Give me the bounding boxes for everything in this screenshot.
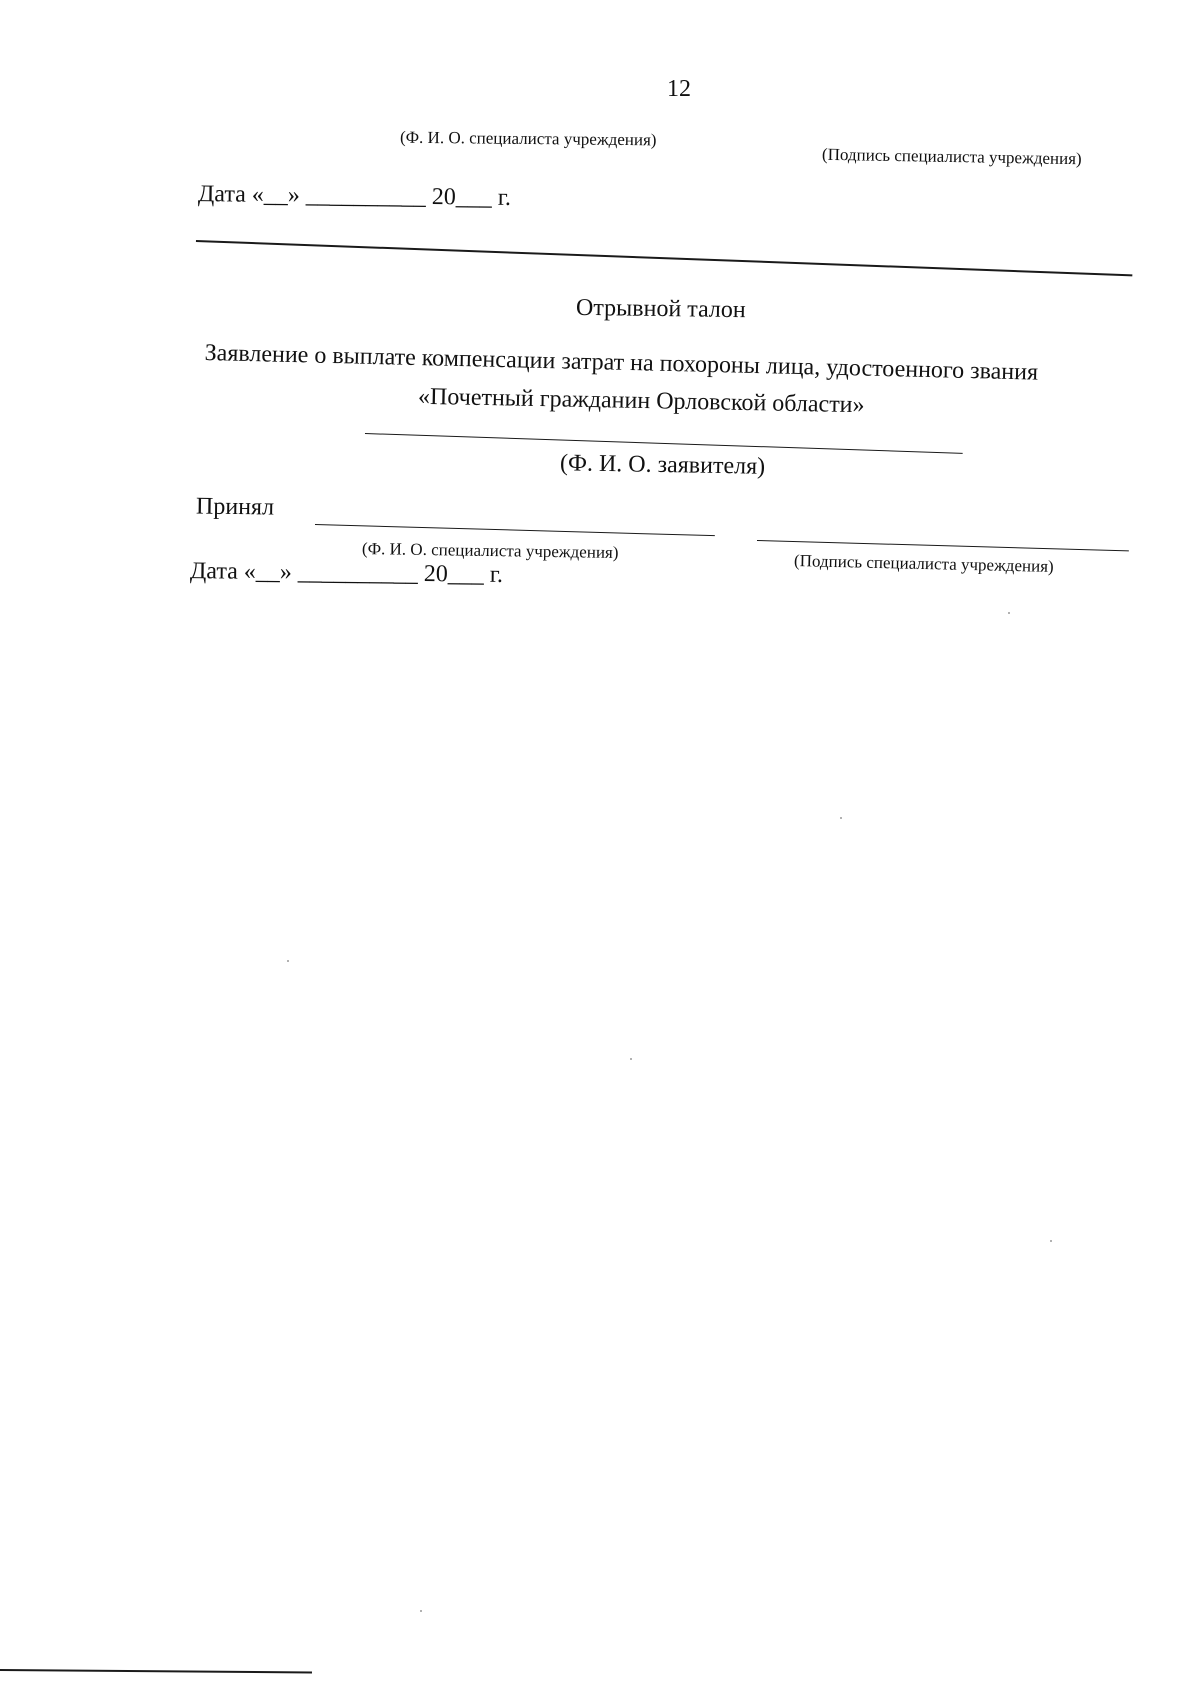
fio-applicant-caption: (Ф. И. О. заявителя) <box>559 450 766 480</box>
date-year-prefix: 20 <box>423 560 449 588</box>
scan-speck <box>840 817 842 819</box>
specialist-signature-line <box>757 540 1129 551</box>
date-year-blank: ___ <box>447 561 484 588</box>
date-line-stub <box>190 558 503 589</box>
date-mid: » <box>287 182 301 209</box>
scan-speck <box>287 960 289 962</box>
date-prefix: Дата « <box>197 181 265 208</box>
signature-caption-stub: (Подпись специалиста учреждения) <box>793 551 1054 576</box>
fio-specialist-caption-top: (Ф. И. О. специалиста учреждения) <box>399 127 657 150</box>
stub-title: Отрывной талон <box>575 294 746 324</box>
date-year-blank: ___ <box>455 184 492 211</box>
date-day-blank: __ <box>255 558 281 586</box>
accepted-label: Принял <box>195 493 275 521</box>
page-number: 12 <box>667 76 691 102</box>
tear-off-separator <box>196 240 1132 276</box>
scan-edge-line <box>0 1669 312 1673</box>
date-month-blank: __________ <box>305 182 427 210</box>
application-line-1: Заявление о выплате компенсации затрат на похороны лица, удостоенного звания <box>204 340 1039 386</box>
specialist-fio-line <box>315 524 715 536</box>
scan-speck <box>630 1058 632 1060</box>
date-suffix: г. <box>489 561 504 588</box>
date-day-blank: __ <box>263 181 289 209</box>
date-year-prefix: 20 <box>431 183 457 211</box>
date-month-blank: __________ <box>297 559 419 587</box>
date-suffix: г. <box>497 184 512 211</box>
applicant-fio-line <box>365 433 963 454</box>
signature-caption-top: (Подпись специалиста учреждения) <box>821 144 1082 169</box>
scan-speck <box>420 1610 422 1612</box>
date-line-top <box>198 181 511 212</box>
fio-specialist-caption-stub: (Ф. И. О. специалиста учреждения) <box>361 538 619 563</box>
application-line-2: «Почетный гражданин Орловской области» <box>417 383 865 419</box>
date-prefix: Дата « <box>189 558 257 585</box>
date-mid: » <box>279 559 293 586</box>
scan-speck <box>1008 612 1010 614</box>
scan-speck <box>1050 1240 1052 1242</box>
